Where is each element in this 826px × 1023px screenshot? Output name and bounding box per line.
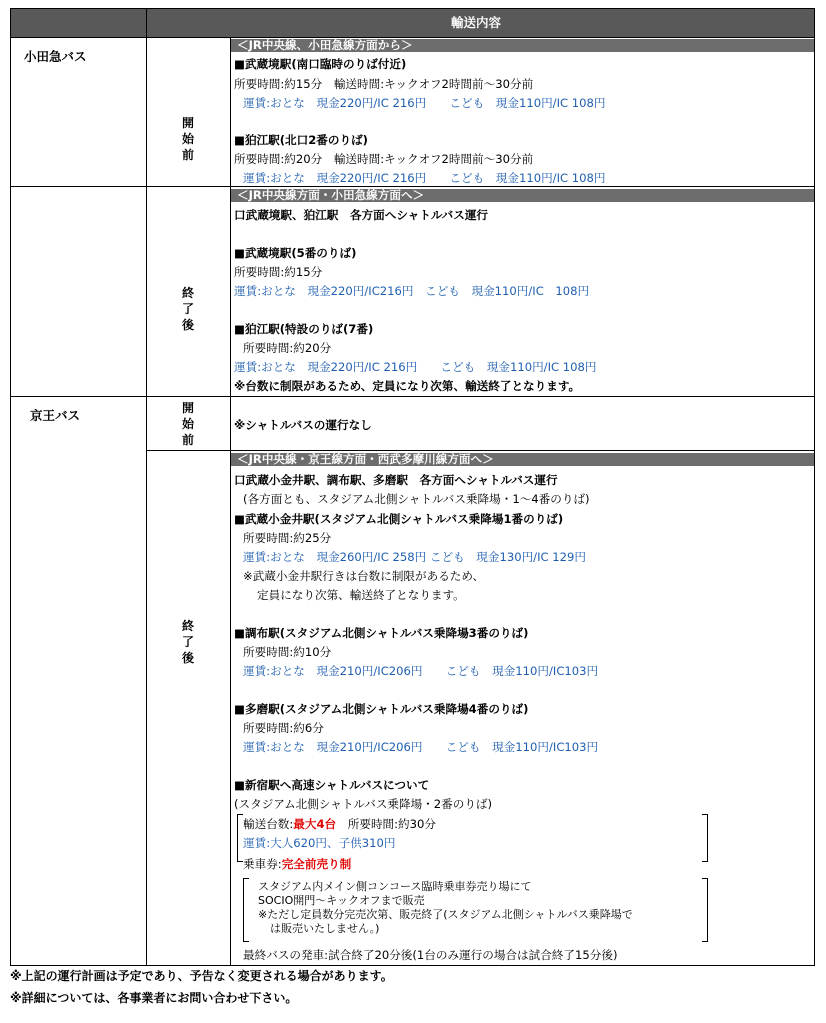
express-count-row — [243, 817, 436, 831]
keio-after-stop1-note2: 定員になり次第、輸送終了となります。 — [257, 588, 465, 602]
express-ticket-value: 完全前売り制 — [281, 857, 352, 871]
company-odakyu: 小田急バス — [24, 49, 87, 64]
keio-after-stop3-name: ■多磨駅(スタジアム北側シャトルバス乗降場4番のりば) — [234, 702, 529, 716]
express-sales-bracket-left — [243, 878, 249, 942]
grid-col1 — [146, 8, 147, 966]
odakyu-after-stop2-time: 所要時間:約20分 — [243, 341, 332, 355]
keio-after-stop1-name: ■武蔵小金井駅(スタジアム北側シャトルバス乗降場1番のりば) — [234, 512, 564, 526]
keio-after-stop1-fare: 運賃:おとな 現金260円/IC 258円 こども 現金130円/IC 129円 — [243, 550, 587, 564]
grid-right — [814, 8, 815, 966]
express-count-bracket-right — [702, 814, 708, 862]
keio-after-stop2-time: 所要時間:約10分 — [243, 645, 332, 659]
grid-row3-bottom — [146, 450, 815, 451]
keio-after-stop1-time: 所要時間:約25分 — [243, 531, 332, 545]
express-count-time: 所要時間:約30分 — [347, 817, 436, 831]
footer-note1: ※上記の運行計画は予定であり、予告なく変更される場合があります。 — [10, 969, 393, 983]
express-sub: (スタジアム北側シャトルバス乗降場・2番のりば) — [234, 797, 493, 811]
odakyu-before-stop1-fare: 運賃:おとな 現金220円/IC 216円 こども 現金110円/IC 108円 — [243, 96, 606, 110]
odakyu-after-stop2-name: ■狛江駅(特設のりば(7番) — [234, 322, 374, 336]
keio-after-stop3-fare: 運賃:おとな 現金210円/IC206円 こども 現金110円/IC103円 — [243, 740, 599, 754]
express-ticket-label: 乗車券: — [243, 857, 282, 871]
express-sales4: は販売いたしません。) — [270, 922, 380, 935]
express-last: 最終バスの発車:試合終了20分後(1台のみ運行の場合は試合終了15分後) — [243, 948, 618, 962]
grid-left — [10, 8, 11, 966]
express-sales2: SOCIO開門～キックオフまで販売 — [258, 894, 425, 907]
keio-after-stop2-fare: 運賃:おとな 現金210円/IC206円 こども 現金110円/IC103円 — [243, 664, 599, 678]
keio-after-stop3-time: 所要時間:約6分 — [243, 721, 324, 735]
grid-bottom — [10, 965, 815, 966]
keio-after-stop1-note1: ※武蔵小金井駅行きは台数に制限があるため、 — [243, 569, 485, 583]
footer-note2: ※詳細については、各事業者にお問い合わせ下さい。 — [10, 991, 298, 1005]
keio-before-text: ※シャトルバスの運行なし — [234, 418, 372, 432]
odakyu-before-stop2-fare: 運賃:おとな 現金220円/IC 216円 こども 現金110円/IC 108円 — [243, 171, 606, 185]
grid-col2 — [230, 37, 231, 966]
grid-row2-bottom — [10, 396, 815, 397]
odakyu-before-stop1-name: ■武蔵境駅(南口臨時のりば付近) — [234, 57, 407, 71]
odakyu-after-stop1-name: ■武蔵境駅(5番のりば) — [234, 246, 357, 260]
odakyu-after-note: ※台数に制限があるため、定員になり次第、輸送終了となります。 — [234, 379, 581, 393]
keio-after-stop2-name: ■調布駅(スタジアム北側シャトルバス乗降場3番のりば) — [234, 626, 529, 640]
express-ticket-row — [243, 857, 351, 871]
odakyu-after-stop1-time: 所要時間:約15分 — [234, 265, 323, 279]
express-fare: 運賃:大人620円、子供310円 — [243, 836, 396, 850]
odakyu-before-stop2-time: 所要時間:約20分 輸送時間:キックオフ2時間前～30分前 — [234, 152, 534, 166]
grid-top — [10, 8, 815, 9]
phase-keio-before: 開始前 — [181, 401, 194, 447]
express-title: ■新宿駅へ高速シャトルバスについて — [234, 778, 430, 792]
odakyu-before-band: ＜JR中央線、小田急線方面から＞ — [231, 39, 814, 52]
phase-odakyu-after: 終了後 — [181, 286, 194, 332]
header-title: 輸送内容 — [451, 15, 502, 30]
odakyu-before-stop2-name: ■狛江駅(北口2番のりば) — [234, 133, 368, 147]
odakyu-before-stop1-time: 所要時間:約15分 輸送時間:キックオフ2時間前～30分前 — [234, 77, 534, 91]
keio-after-band: ＜JR中央線・京王線方面・西武多摩川線方面へ＞ — [231, 453, 814, 466]
odakyu-after-intro: 口武蔵境駅、狛江駅 各方面へシャトルバス運行 — [234, 208, 489, 222]
keio-after-intro: 口武蔵小金井駅、調布駅、多磨駅 各方面へシャトルバス運行 — [234, 473, 558, 487]
phase-odakyu-before: 開始前 — [181, 116, 194, 162]
header-left-cell — [11, 9, 146, 37]
odakyu-after-band: ＜JR中央線方面・小田急線方面へ＞ — [231, 189, 814, 202]
express-sales3: ※ただし定員数分完売次第、販売終了(スタジアム北側シャトルバス乗降場で — [258, 908, 633, 921]
company-keio: 京王バス — [30, 408, 81, 423]
express-count-label: 輸送台数: — [243, 817, 294, 831]
grid-row1-bottom — [10, 186, 815, 187]
express-count-value: 最大4台 — [293, 817, 337, 831]
phase-keio-after: 終了後 — [181, 619, 194, 665]
express-sales-bracket-right — [702, 878, 708, 942]
express-sales1: スタジアム内メイン側コンコース臨時乗車券売り場にて — [258, 880, 532, 893]
odakyu-after-stop1-fare: 運賃:おとな 現金220円/IC216円 こども 現金110円/IC 108円 — [234, 284, 590, 298]
odakyu-after-stop2-fare: 運賃:おとな 現金220円/IC 216円 こども 現金110円/IC 108円 — [234, 360, 597, 374]
keio-after-intro-sub: (各方面とも、スタジアム北側シャトルバス乗降場・1～4番のりば) — [243, 492, 590, 506]
